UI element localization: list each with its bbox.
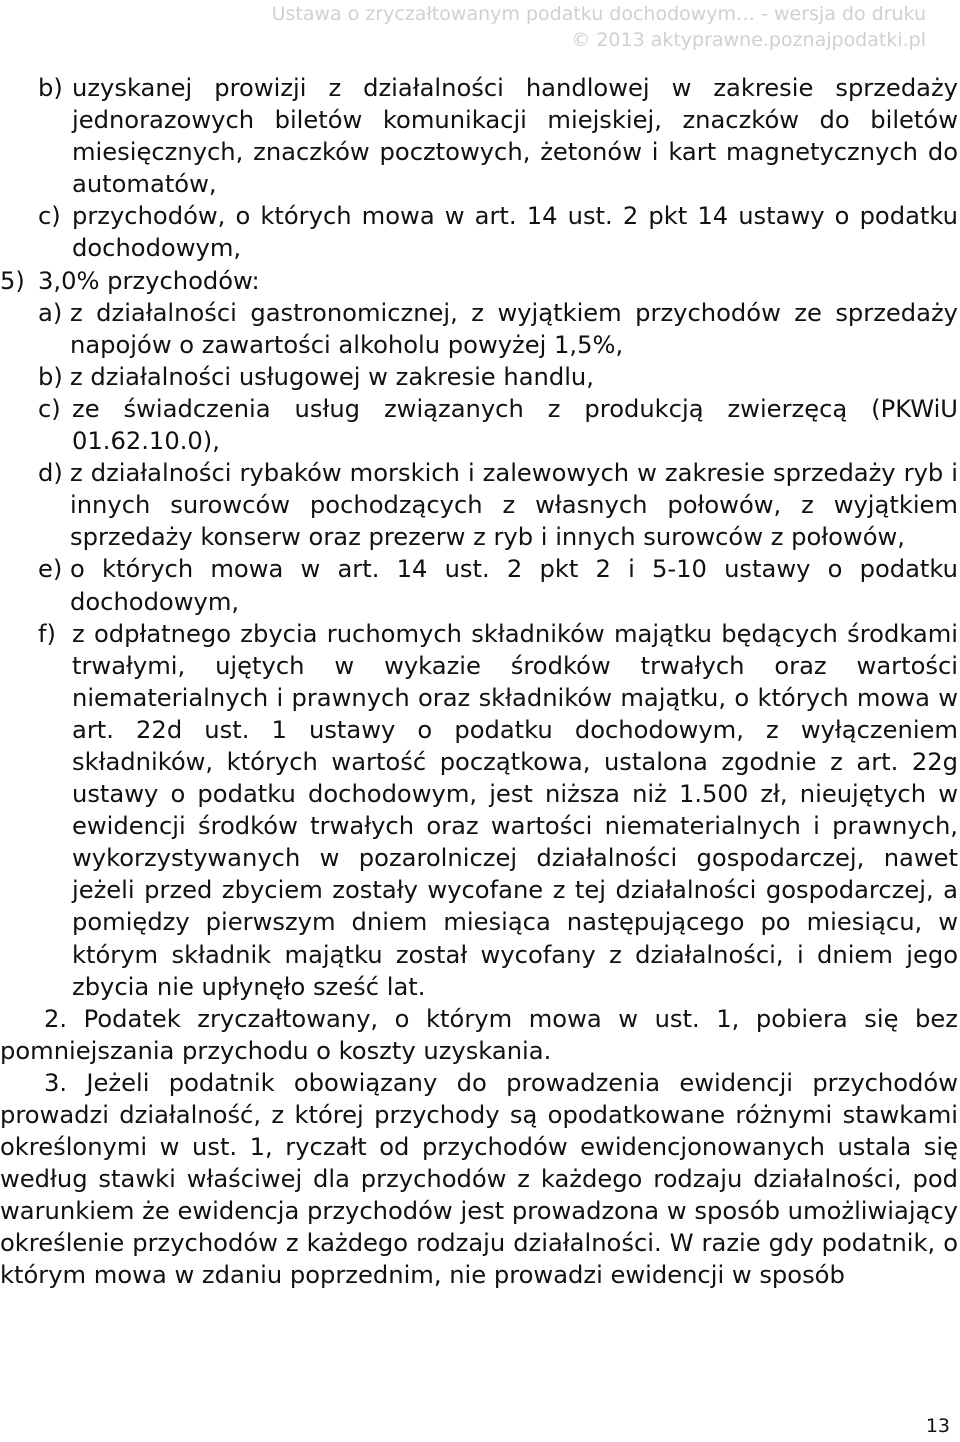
list-item [0, 200, 958, 264]
list-item-text: o których mowa w art. 14 ust. 2 pkt 2 i 5-10 ustawy o podatku dochodowym, [70, 555, 958, 616]
list-item [0, 393, 958, 457]
paragraph: 2. Podatek zryczałtowany, o którym mowa w ust. 1, pobiera się bez pomniejszania przychodu o koszty uzyskania. [0, 1004, 958, 1065]
list-item-text: przychodów, o których mowa w art. 14 ust. 2 pkt 14 ustawy o podatku dochodowym, [72, 202, 958, 263]
list-marker: c) [38, 202, 69, 231]
list-item-text: z działalności rybaków morskich i zalewowych w zakresie sprzedaży ryb i innych surowców pochodzących z własnych połowów, z wyjątkiem sprzedaży konserw oraz prezerw z ryb i innych surowców z połowów, [70, 459, 958, 552]
list-marker: b) [38, 362, 63, 391]
list-item [0, 72, 958, 200]
list-marker: b) [38, 74, 71, 102]
list-item-text: z działalności usługowej w zakresie handlu, [70, 362, 594, 391]
list-item [0, 618, 958, 1003]
list-item-text: z odpłatnego zbycia ruchomych składników majątku będących środkami trwałymi, ujętych w wykazie środków trwałych oraz wartości niematerialnych i prawnych oraz składników majątku, o których mowa w art. 22d ust. 1 ustawy o podatku dochodowym, z wyłączeniem składników, których wartość początkowa, ustalona zgodnie z art. 22g ustawy o podatku dochodowym, jest niższa niż 1.500 zł, nieujętych w ewidencji środków trwałych oraz wartości niematerialnych i prawnych, wykorzystywanych w pozarolniczej działalności gospodarczej, nawet jeżeli przed zbyciem zostały wycofane z tej działalności gospodarczej, a pomiędzy pierwszym dniem miesiąca następującego po miesiącu, w którym składnik majątku został wycofany z działalności, i dniem jego zbycia nie upłynęło sześć lat. [72, 619, 958, 1001]
list-item [0, 553, 958, 617]
list-item-text: uzyskanej prowizji z działalności handlowej w zakresie sprzedaży jednorazowych biletów komunikacji miejskiej, znaczków do biletów miesięcznych, znaczków pocztowych, żetonów i kart magnetycznych do automatów, [72, 74, 958, 199]
paragraph: 3. Jeżeli podatnik obowiązany do prowadzenia ewidencji przychodów prowadzi działalność, z której przychody są opodatkowane różnymi stawkami określonymi w ust. 1, ryczałt od przychodów ewidencjonowanych ustala się według stawki właściwej dla przychodów z każdego rodzaju działalności, pod warunkiem że ewidencja przychodów jest prowadzona w sposób umożliwiający określenie przychodów z każdego rodzaju działalności. W razie gdy podatnik, o którym mowa w zdaniu poprzednim, nie prowadzi ewidencji w sposób [0, 1068, 958, 1290]
list-item [0, 297, 958, 361]
page-number: 13 [925, 1415, 950, 1437]
list-item-text: ze świadczenia usług związanych z produkcją zwierzęcą (PKWiU 01.62.10.0), [72, 394, 958, 456]
list-marker: c) [38, 394, 69, 423]
header-title: Ustawa o zryczałtowanym podatku dochodowym… - wersja do druku [271, 3, 926, 25]
list-marker: f) [38, 619, 64, 648]
document-body [0, 72, 958, 1292]
list-item [0, 457, 958, 553]
list-marker: 5) [0, 266, 33, 295]
list-item-text: 3,0% przychodów: [38, 266, 260, 295]
list-item [0, 265, 958, 297]
list-marker: a) [38, 298, 63, 327]
list-marker: d) [38, 459, 63, 488]
list-item [0, 361, 958, 393]
list-marker: e) [38, 555, 63, 584]
list-item-text: z działalności gastronomicznej, z wyjątkiem przychodów ze sprzedaży napojów o zawartości alkoholu powyżej 1,5%, [70, 298, 958, 359]
header-copyright: © 2013 aktyprawne.poznajpodatki.pl [571, 29, 926, 51]
